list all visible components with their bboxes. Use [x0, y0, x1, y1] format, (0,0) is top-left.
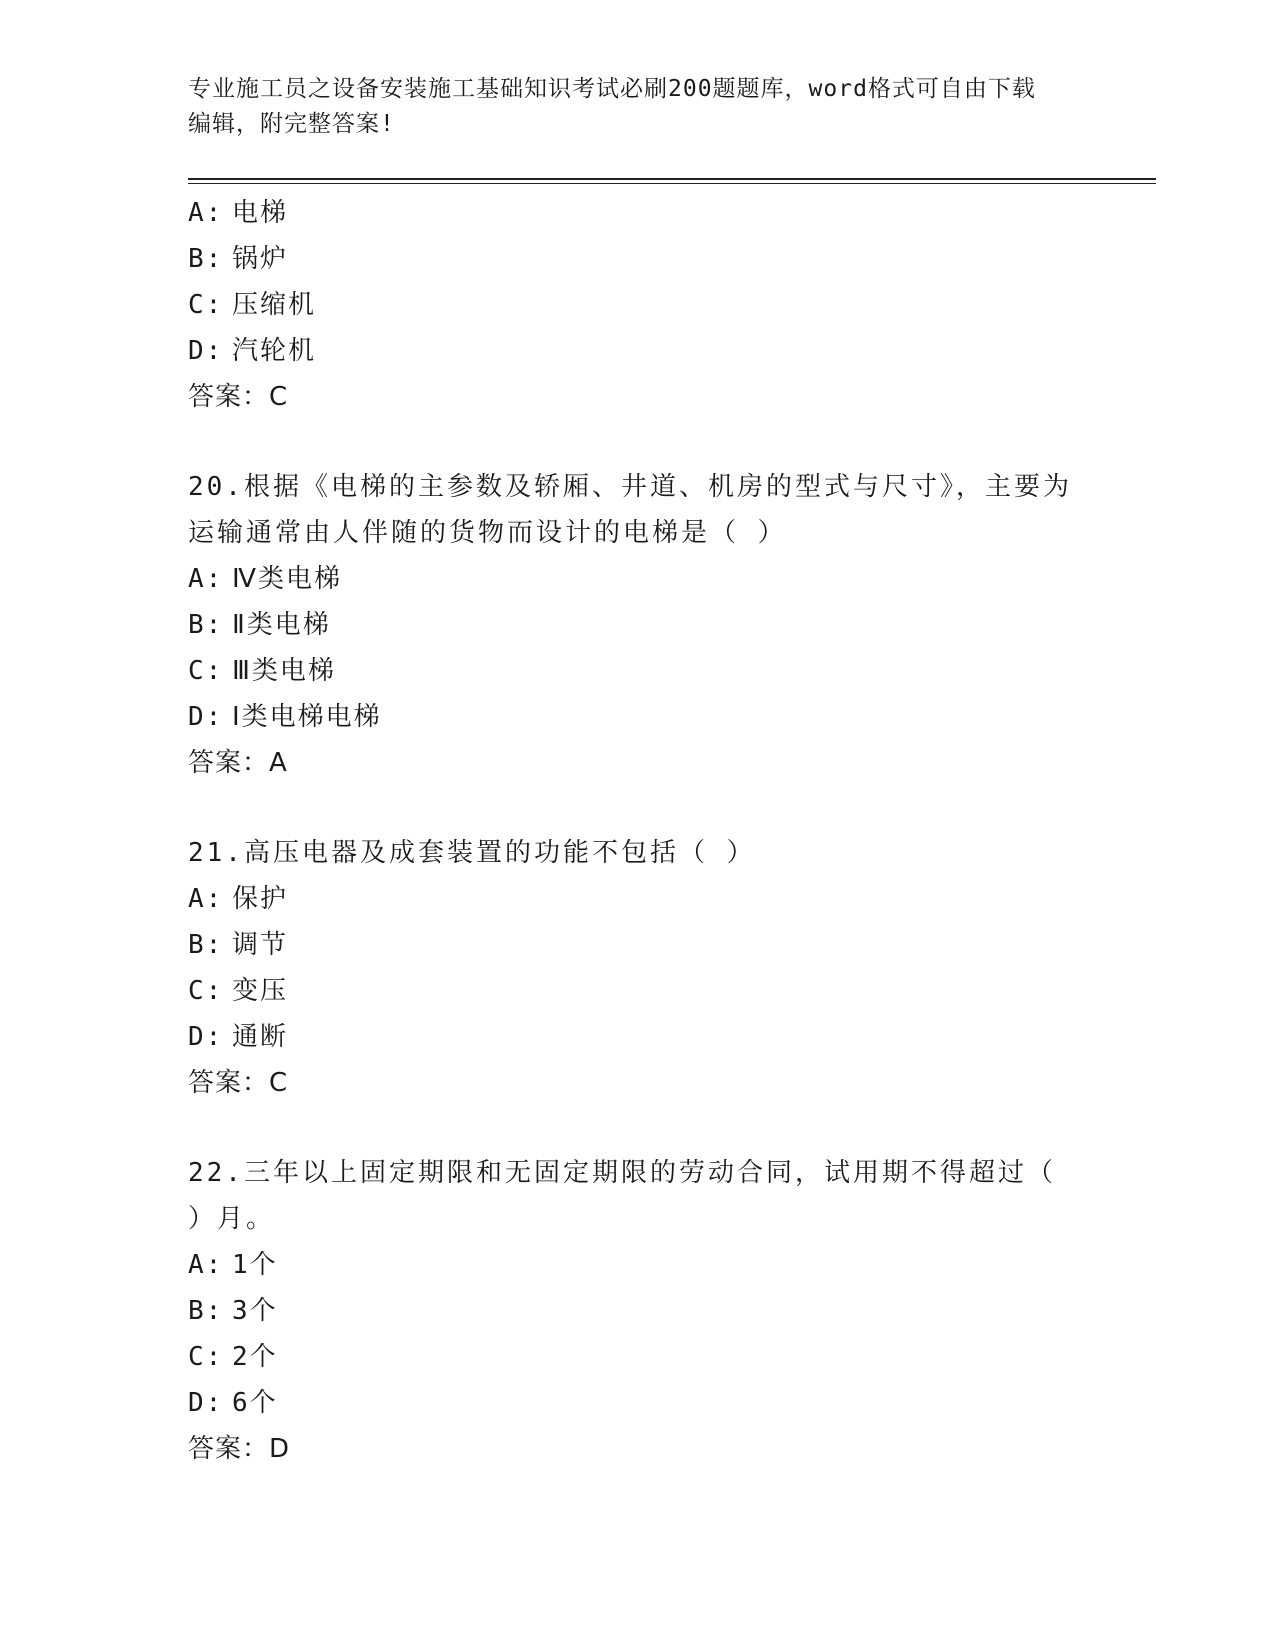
- option-d: [188, 1014, 1088, 1060]
- option-b: [188, 1288, 1088, 1334]
- question-stem: [188, 1150, 1088, 1242]
- question-stem-line: 20.根据《电梯的主参数及轿厢、井道、机房的型式与尺寸》，主要为: [188, 472, 1072, 502]
- option-label: D:: [188, 1022, 224, 1052]
- option-text: 2个: [232, 1342, 278, 1372]
- option-text: 压缩机: [232, 290, 317, 320]
- option-c: [188, 648, 1088, 694]
- document-header: [188, 72, 1088, 142]
- option-label: A:: [188, 198, 224, 228]
- answer-line: 答案：C: [188, 1068, 289, 1098]
- option-text: 调节: [232, 930, 289, 960]
- option-d: [188, 694, 1088, 740]
- option-a: [188, 556, 1088, 602]
- question-22: [188, 1150, 1088, 1472]
- option-label: A:: [188, 564, 224, 594]
- option-text: Ⅲ类电梯: [232, 656, 336, 686]
- option-text: 保护: [232, 884, 289, 914]
- question-stem-line: 21.高压电器及成套装置的功能不包括（ ）: [188, 838, 756, 868]
- option-label: D:: [188, 702, 224, 732]
- option-d: [188, 1380, 1088, 1426]
- option-label: B:: [188, 244, 224, 274]
- option-label: C:: [188, 976, 224, 1006]
- question-list: [188, 190, 1088, 1472]
- option-c: [188, 282, 1088, 328]
- answer-line: 答案：C: [188, 382, 289, 412]
- option-text: 1个: [232, 1250, 278, 1280]
- option-a: [188, 190, 1088, 236]
- option-text: 3个: [232, 1296, 278, 1326]
- spacer: [188, 420, 1088, 464]
- option-text: 6个: [232, 1388, 278, 1418]
- question-stem: [188, 464, 1088, 556]
- question-stem-line: ）月。: [188, 1204, 276, 1234]
- header-title-line-2: 编辑，附完整答案!: [188, 111, 395, 137]
- answer-line: 答案：D: [188, 1434, 291, 1464]
- answer-line: 答案：A: [188, 748, 288, 778]
- option-label: A:: [188, 1250, 224, 1280]
- option-text: 锅炉: [232, 244, 289, 274]
- question-stem-line: 运输通常由人伴随的货物而设计的电梯是（ ）: [188, 518, 787, 548]
- option-text: Ⅳ类电梯: [232, 564, 342, 594]
- question-19-continued: [188, 190, 1088, 420]
- option-label: C:: [188, 290, 224, 320]
- option-b: [188, 236, 1088, 282]
- question-21: [188, 830, 1088, 1106]
- question-stem-line: 22.三年以上固定期限和无固定期限的劳动合同，试用期不得超过（: [188, 1158, 1056, 1188]
- option-text: Ⅱ类电梯: [232, 610, 331, 640]
- spacer: [188, 1106, 1088, 1150]
- option-label: C:: [188, 1342, 224, 1372]
- option-text: 电梯: [232, 198, 289, 228]
- option-label: B:: [188, 930, 224, 960]
- option-c: [188, 1334, 1088, 1380]
- option-a: [188, 1242, 1088, 1288]
- header-title-line-1: 专业施工员之设备安装施工基础知识考试必刷200题题库，word格式可自由下载: [188, 76, 1036, 102]
- option-label: C:: [188, 656, 224, 686]
- option-text: Ⅰ类电梯电梯: [232, 702, 382, 732]
- option-c: [188, 968, 1088, 1014]
- option-label: B:: [188, 1296, 224, 1326]
- option-b: [188, 602, 1088, 648]
- option-text: 通断: [232, 1022, 289, 1052]
- header-divider-thin: [188, 183, 1156, 184]
- option-label: B:: [188, 610, 224, 640]
- option-a: [188, 876, 1088, 922]
- option-label: A:: [188, 884, 224, 914]
- option-label: D:: [188, 1388, 224, 1418]
- option-b: [188, 922, 1088, 968]
- option-label: D:: [188, 336, 224, 366]
- option-d: [188, 328, 1088, 374]
- spacer: [188, 786, 1088, 830]
- question-20: [188, 464, 1088, 786]
- option-text: 汽轮机: [232, 336, 317, 366]
- question-stem: [188, 830, 1088, 876]
- option-text: 变压: [232, 976, 289, 1006]
- header-divider-thick: [188, 178, 1156, 180]
